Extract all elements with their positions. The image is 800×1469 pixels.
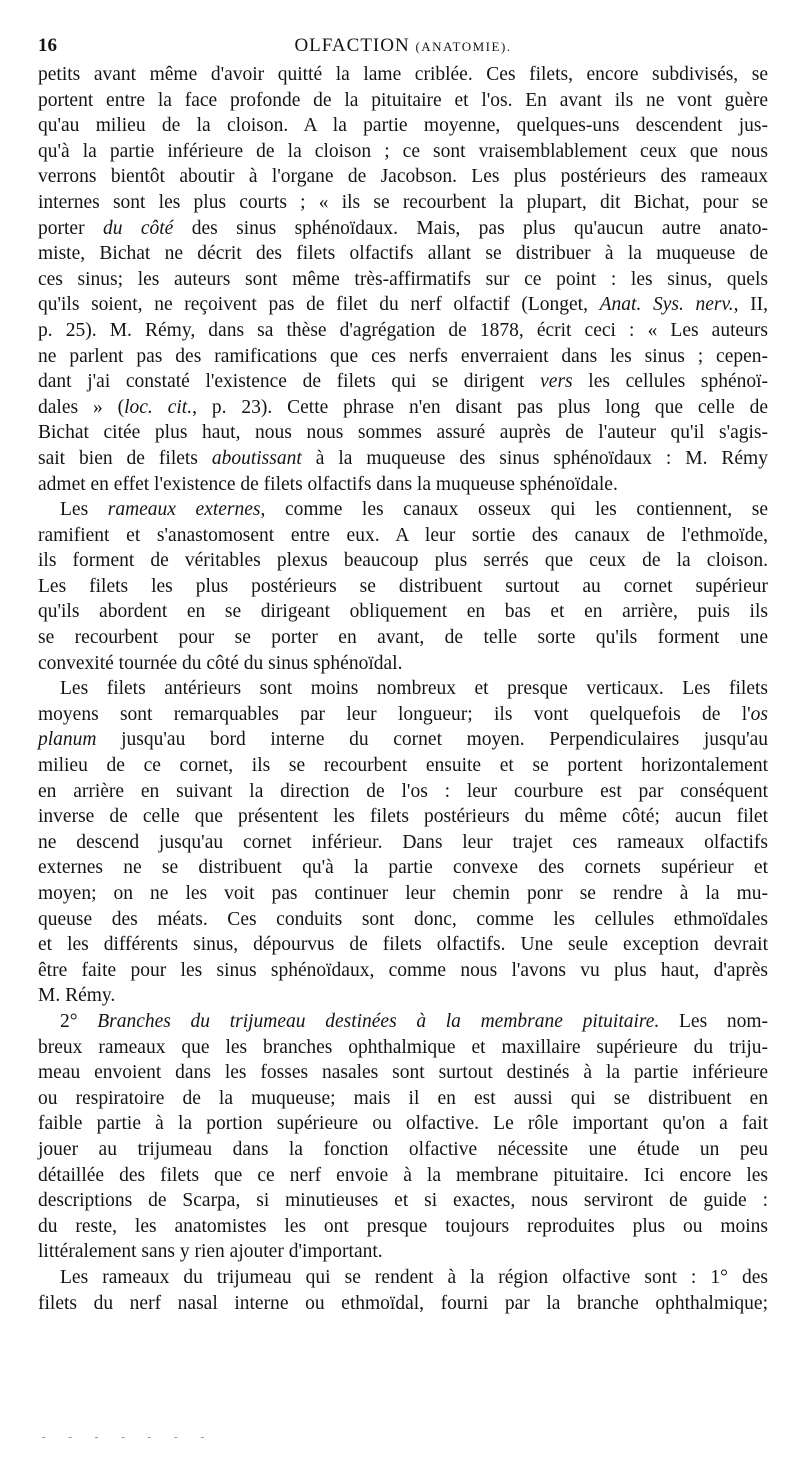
text-line (38, 548, 768, 574)
line-text: littéralement sans y rien ajouter d'important. (38, 1241, 383, 1263)
line-text: ne descend jusqu'au cornet inférieur. Dans leur trajet ces rameaux olfactifs (38, 831, 768, 853)
line-text: ils forment de véritables plexus beaucoup plus serrés que ceux de la cloison. (38, 550, 768, 572)
text-line (38, 1265, 768, 1291)
text-line (38, 1009, 768, 1035)
text-line (38, 753, 768, 779)
text-line (38, 676, 768, 702)
chapter-section: (ANATOMIE). (415, 39, 512, 54)
line-text: ou respiratoire de la muqueuse; mais il en est aussi qui se distribuent en (38, 1087, 768, 1109)
text-line (38, 369, 768, 395)
line-text: queuse des méats. Ces conduits sont donc, comme les cellules ethmoïdales (38, 908, 768, 930)
line-text: les cellules sphénoï- (572, 371, 769, 393)
footer-marks: - - - - - - - (40, 1430, 212, 1444)
line-text: détaillée des filets que ce nerf envoie à la membrane pituitaire. Ici encore les (38, 1164, 768, 1186)
line-text: , II, (733, 294, 769, 316)
text-line (38, 1214, 768, 1240)
line-text: miste, Bichat ne décrit des filets olfactifs allant se distribuer à la muqueuse de (38, 243, 768, 265)
line-text: qu'à la partie inférieure de la cloison ; ce sont vraisemblablement ceux que nous (38, 140, 768, 162)
line-text: convexité tournée du côté du sinus sphénoïdal. (38, 652, 403, 674)
line-text: moyens sont remarquables par leur longueur; ils vont quelquefois de l' (38, 703, 751, 725)
line-text: dant j'ai constaté l'existence de filets qui se dirigent (38, 371, 541, 393)
text-line (38, 216, 768, 242)
line-text: filets du nerf nasal interne ou ethmoïdal, fourni par la branche ophthalmique; (38, 1292, 768, 1314)
text-line (38, 804, 768, 830)
line-text: admet en effet l'existence de filets olfactifs dans la muqueuse sphénoïdale. (38, 473, 618, 495)
text-line (38, 139, 768, 165)
italic-text: loc. cit. (124, 396, 193, 418)
text-line (38, 1137, 768, 1163)
italic-text: aboutissant (211, 447, 302, 469)
line-text: Les rameaux du trijumeau qui se rendent à la région olfactive sont : 1° des (60, 1266, 768, 1288)
line-text: p. 25). M. Rémy, dans sa thèse d'agrégation de 1878, écrit ceci : « Les auteurs (38, 319, 768, 341)
text-line (38, 318, 768, 344)
page-number: 16 (38, 35, 57, 56)
italic-text: Branches du trijumeau destinées à la membrane pituitaire. (97, 1010, 660, 1032)
text-line (38, 1086, 768, 1112)
line-text: dales » ( (38, 396, 125, 418)
italic-text: planum (38, 729, 97, 751)
line-text: , p. 23). Cette phrase n'en disant pas plus long que celle de (192, 396, 768, 418)
text-line (38, 113, 768, 139)
line-text: porter (38, 217, 103, 239)
line-text: sait bien de filets (38, 447, 212, 469)
line-text: internes sont les plus courts ; « ils se recourbent la plupart, dit Bichat, pour se (38, 191, 768, 213)
line-text: , comme les canaux osseux qui les contiennent, se (260, 499, 768, 521)
line-text: faible partie à la portion supérieure ou olfactive. Le rôle important qu'on a fait (38, 1113, 768, 1135)
text-line (38, 983, 768, 1009)
line-text: jusqu'au bord interne du cornet moyen. Perpendiculaires jusqu'au (96, 729, 768, 751)
italic-text: vers (540, 371, 573, 393)
text-line (38, 727, 768, 753)
text-line (38, 958, 768, 984)
running-title (38, 34, 768, 59)
running-head (38, 34, 768, 58)
line-text: jouer au trijumeau dans la fonction olfactive nécessite une étude un peu (38, 1138, 768, 1160)
line-text: externes ne se distribuent qu'à la partie convexe des cornets supérieur et (38, 857, 768, 879)
line-text: petits avant même d'avoir quitté la lame criblée. Ces filets, encore subdivisés, se (38, 64, 768, 85)
text-line (38, 1188, 768, 1214)
line-text: à la muqueuse des sinus sphénoïdaux : M. Rémy (301, 447, 768, 469)
text-line (38, 779, 768, 805)
text-line (38, 855, 768, 881)
text-line (38, 574, 768, 600)
text-line (38, 625, 768, 651)
line-text: Les filets antérieurs sont moins nombreux et presque verticaux. Les filets (60, 678, 768, 700)
text-line (38, 881, 768, 907)
line-text: 2° (60, 1010, 98, 1032)
text-line (38, 523, 768, 549)
line-text: qu'ils abordent en se dirigeant obliquement en bas et en arrière, puis ils (38, 601, 768, 623)
text-line (38, 292, 768, 318)
text-line (38, 702, 768, 728)
line-text: M. Rémy. (38, 985, 116, 1007)
text-line (38, 241, 768, 267)
line-text: breux rameaux que les branches ophthalmique et maxillaire supérieure du triju- (38, 1036, 768, 1058)
line-text: en arrière en suivant la direction de l'os : leur courbure est par conséquent (38, 780, 768, 802)
text-line (38, 344, 768, 370)
italic-text: os (750, 703, 768, 725)
text-line (38, 1060, 768, 1086)
text-line (38, 164, 768, 190)
line-text: du reste, les anatomistes les ont presque toujours reproduites plus ou moins (38, 1215, 768, 1237)
line-text: portent entre la face profonde de la pituitaire et l'os. En avant ils ne vont guère (38, 89, 768, 111)
line-text: des sinus sphénoïdaux. Mais, pas plus qu'aucun autre anato- (173, 217, 769, 239)
line-text: et les différents sinus, dépourvus de filets olfactifs. Une seule exception devrait (38, 934, 768, 956)
text-line (38, 1291, 768, 1317)
text-line (38, 907, 768, 933)
italic-text: rameaux externes (107, 499, 261, 521)
text-line (38, 395, 768, 421)
text-line (38, 932, 768, 958)
text-line (38, 1239, 768, 1265)
italic-text: du côté (102, 217, 174, 239)
text-line (38, 599, 768, 625)
line-text: Les filets les plus postérieurs se distribuent surtout au cornet supérieur (38, 575, 768, 597)
line-text: milieu de ce cornet, ils se recourbent ensuite et se portent horizontalement (38, 755, 768, 777)
line-text: inverse de celle que présentent les filets postérieurs du même côté; aucun filet (38, 806, 768, 828)
text-line (38, 1111, 768, 1137)
line-text: meau envoient dans les fosses nasales sont surtout destinés à la partie inférieure (38, 1062, 768, 1084)
text-line (38, 830, 768, 856)
line-text: Les nom- (659, 1010, 768, 1032)
text-line (38, 62, 768, 88)
text-line (38, 420, 768, 446)
text-line (38, 472, 768, 498)
text-line (38, 190, 768, 216)
text-line (38, 497, 768, 523)
text-line (38, 267, 768, 293)
text-line (38, 1163, 768, 1189)
line-text: ramifient et s'anastomosent entre eux. A leur sortie des canaux de l'ethmoïde, (38, 524, 768, 546)
line-text: verrons bientôt aboutir à l'organe de Jacobson. Les plus postérieurs des rameaux (38, 166, 768, 188)
line-text: Bichat citée plus haut, nous nous sommes assuré auprès de l'auteur qu'il s'agis- (38, 422, 768, 444)
line-text: Les (60, 499, 108, 521)
text-line (38, 446, 768, 472)
line-text: moyen; on ne les voit pas continuer leur chemin ponr se rendre à la mu- (38, 883, 768, 904)
line-text: se recourbent pour se porter en avant, de telle sorte qu'ils forment une (38, 627, 768, 649)
text-line (38, 88, 768, 114)
italic-text: Anat. Sys. nerv. (599, 294, 734, 316)
text-line (38, 1035, 768, 1061)
line-text: être faite pour les sinus sphénoïdaux, comme nous l'avons vu plus haut, d'après (38, 959, 768, 981)
line-text: descriptions de Scarpa, si minutieuses et si exactes, nous serviront de guide : (38, 1190, 768, 1212)
chapter-title: OLFACTION (294, 35, 410, 56)
body-text (38, 62, 768, 1316)
line-text: qu'ils soient, ne reçoivent pas de filet du nerf olfactif (Longet, (38, 294, 600, 316)
line-text: qu'au milieu de la cloison. A la partie moyenne, quelques-uns descendent jus- (38, 115, 768, 137)
text-line (38, 651, 768, 677)
line-text: ne parlent pas des ramifications que ces nerfs enverraient dans les sinus ; cepen- (38, 345, 768, 367)
line-text: ces sinus; les auteurs sont même très-affirmatifs sur ce point : les sinus, quels (38, 268, 768, 290)
